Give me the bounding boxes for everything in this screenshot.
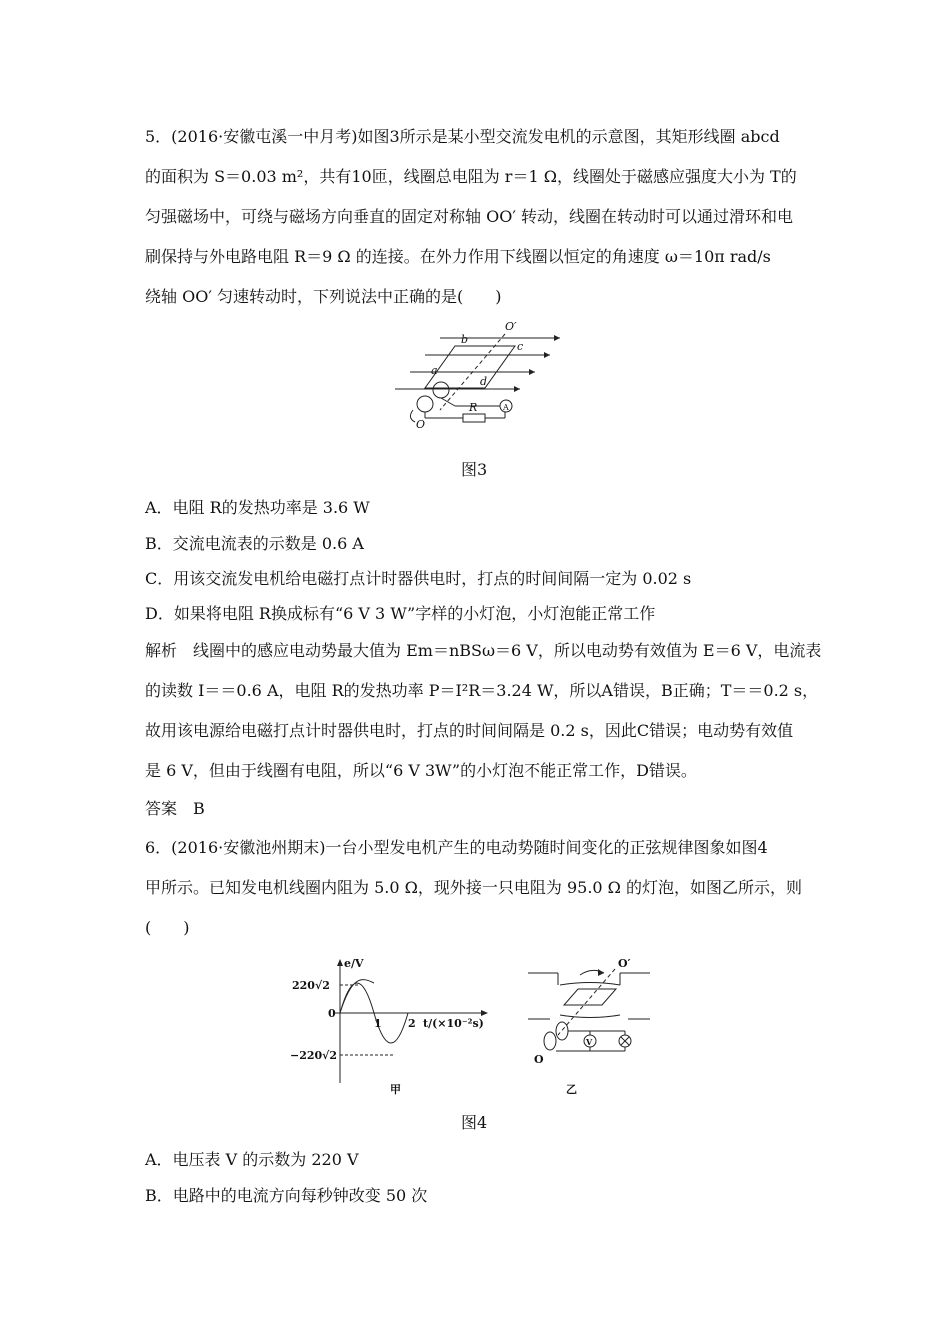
voltmeter-label: V bbox=[586, 1037, 593, 1047]
graph-origin-label: 0 bbox=[328, 1007, 336, 1020]
label-o: O bbox=[534, 1053, 544, 1066]
q5-line-5: 绕轴 OO′ 匀速转动时，下列说法中正确的是( ) bbox=[145, 287, 502, 306]
q6-line-2: 甲所示。已知发电机线圈内阻为 5.0 Ω，现外接一只电阻为 95.0 Ω 的灯泡，如图乙所示，则 bbox=[145, 878, 803, 897]
coil bbox=[564, 989, 616, 1005]
q6-line-1: 6．(2016·安徽池州期末)一台小型发电机产生的电动势随时间变化的正弦规律图象如图4 bbox=[145, 838, 768, 857]
q5-option-d: D．如果将电阻 R换成标有“6 V 3 W”字样的小灯泡，小灯泡能正常工作 bbox=[145, 604, 656, 623]
q5-line-4: 刷保持与外电路电阻 R＝9 Ω 的连接。在外力作用下线圈以恒定的角速度 ω＝10π rad/s bbox=[145, 247, 771, 266]
graph-sub-caption: 甲 bbox=[390, 1083, 401, 1095]
circuit-sub-caption: 乙 bbox=[566, 1083, 577, 1095]
q5-analysis-1: 解析 线圈中的感应电动势最大值为 Em＝nBSω＝6 V，所以电动势有效值为 E＝6 V，电流表 bbox=[145, 641, 822, 660]
ammeter-label: A bbox=[503, 403, 509, 412]
label-a: a bbox=[431, 364, 438, 377]
label-o: O bbox=[416, 418, 426, 430]
graph-ymax-label: 220√2 bbox=[292, 979, 330, 992]
label-o-prime: O′ bbox=[618, 957, 631, 970]
generator-circuit-yi bbox=[520, 955, 660, 1095]
label-c: c bbox=[517, 340, 524, 353]
label-b: b bbox=[461, 333, 469, 346]
label-o-prime: O′ bbox=[505, 320, 517, 333]
slip-ring bbox=[544, 1032, 556, 1050]
slip-ring bbox=[556, 1022, 568, 1040]
q5-analysis-2: 的读数 I＝＝0.6 A，电阻 R的发热功率 P＝I²R＝3.24 W，所以A错误，B正确；T＝＝0.2 s， bbox=[145, 681, 819, 700]
coil-abcd bbox=[425, 346, 515, 388]
q6-line-3: ( ) bbox=[145, 918, 190, 937]
slip-ring bbox=[417, 396, 433, 412]
q5-option-c: C．用该交流发电机给电磁打点计时器供电时，打点的时间间隔一定为 0.02 s bbox=[145, 569, 692, 588]
sine-curve bbox=[340, 980, 408, 1043]
q5-answer: 答案 B bbox=[145, 799, 205, 818]
graph-ymin-label: −220√2 bbox=[290, 1049, 338, 1062]
label-d: d bbox=[480, 375, 488, 388]
figure-4-caption: 图4 bbox=[461, 1113, 488, 1132]
q5-option-b: B．交流电流表的示数是 0.6 A bbox=[145, 534, 364, 553]
resistor-r bbox=[463, 414, 485, 422]
graph-tick-1: 1 bbox=[374, 1017, 382, 1030]
generator-figure-3 bbox=[385, 318, 570, 430]
q5-analysis-3: 故用该电源给电磁打点计时器供电时，打点的时间间隔是 0.2 s，因此C错误；电动势有效值 bbox=[145, 721, 794, 740]
figure-3-caption: 图3 bbox=[461, 460, 488, 479]
graph-tick-2: 2 bbox=[408, 1017, 416, 1030]
q6-option-a: A．电压表 V 的示数为 220 V bbox=[145, 1150, 359, 1169]
q5-line-1: 5．(2016·安徽屯溪一中月考)如图3所示是某小型交流发电机的示意图，其矩形线圈 abcd bbox=[145, 127, 780, 146]
emf-graph-jia bbox=[290, 955, 500, 1095]
label-r: R bbox=[469, 401, 478, 414]
q6-option-b: B．电路中的电流方向每秒钟改变 50 次 bbox=[145, 1186, 428, 1205]
q5-option-a: A．电阻 R的发热功率是 3.6 W bbox=[145, 498, 370, 517]
q5-line-2: 的面积为 S＝0.03 m²，共有10匝，线圈总电阻为 r＝1 Ω，线圈处于磁感应强度大小为 T的 bbox=[145, 167, 797, 186]
q5-analysis-4: 是 6 V，但由于线圈有电阻，所以“6 V 3W”的小灯泡不能正常工作，D错误。 bbox=[145, 761, 697, 780]
slip-ring bbox=[433, 382, 449, 398]
q5-line-3: 匀强磁场中，可绕与磁场方向垂直的固定对称轴 OO′ 转动，线圈在转动时可以通过滑环和电 bbox=[145, 207, 794, 226]
graph-xlabel: t/(×10⁻²s) bbox=[423, 1017, 484, 1030]
graph-ylabel: e/V bbox=[344, 957, 364, 970]
